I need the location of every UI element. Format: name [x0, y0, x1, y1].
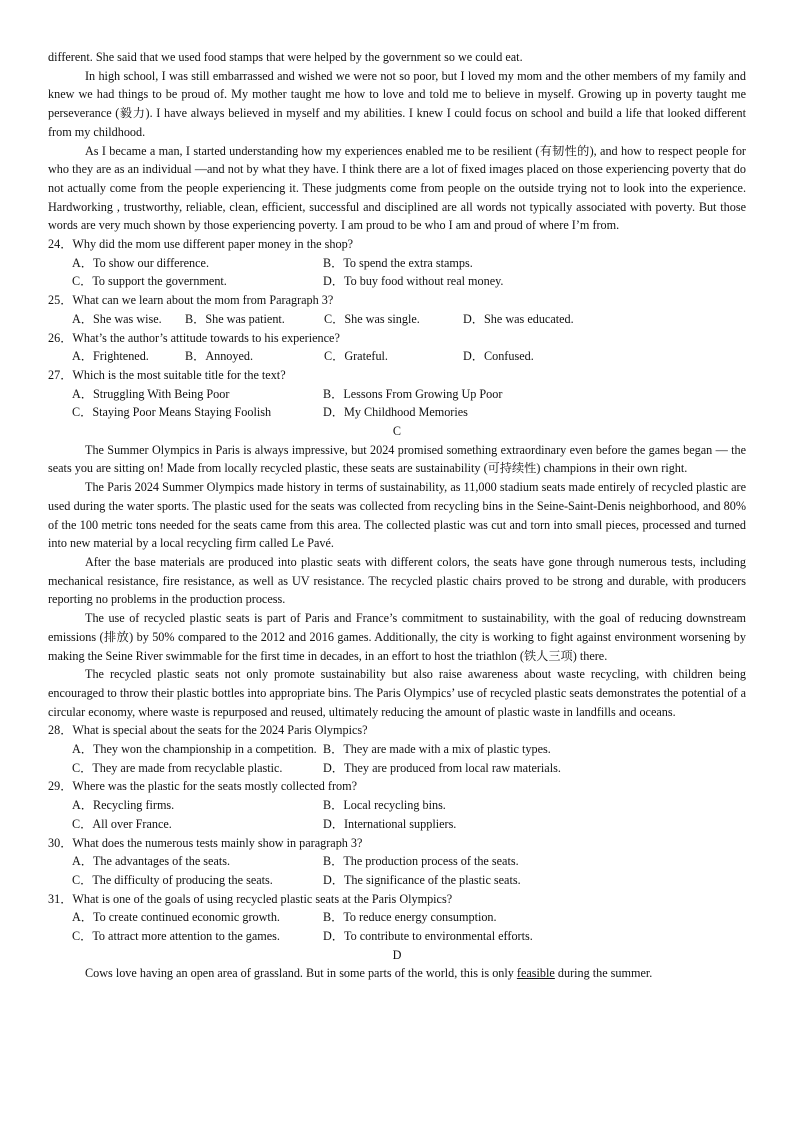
option-a[interactable]: A．Frightened. — [72, 349, 149, 364]
question-27 — [48, 366, 746, 422]
option-b[interactable]: B．Lessons From Growing Up Poor — [323, 386, 503, 401]
option-c[interactable]: C．All over France. — [72, 816, 172, 831]
question-stem: 25．What can we learn about the mom from Paragraph 3? — [48, 293, 334, 308]
question-24 — [48, 235, 746, 291]
option-b[interactable]: B．They are made with a mix of plastic types. — [323, 742, 551, 757]
section-heading-d: D — [392, 947, 402, 962]
question-31 — [48, 890, 746, 946]
passage-c-paragraph-3: After the base materials are produced into plastic seats with different colors, the seats have gone through numerous tests, including mechanical resistance, fire resistance, as well as UV resistance. The recycled plastic chairs proved to be strong and durable, with producers reporting no problems in the production process. — [48, 554, 746, 607]
option-a[interactable]: A．They won the championship in a competition. — [72, 742, 317, 757]
question-stem: 31．What is one of the goals of using recycled plastic seats at the Paris Olympics? — [48, 891, 453, 906]
option-d[interactable]: D．Confused. — [463, 349, 534, 364]
option-c[interactable]: C．Grateful. — [324, 349, 388, 364]
passage-d-paragraph-1 — [48, 964, 746, 983]
passage-d-text-end: during the summer. — [554, 966, 653, 981]
option-c[interactable]: C．The difficulty of producing the seats. — [72, 872, 273, 887]
option-c[interactable]: C．Staying Poor Means Staying Foolish — [72, 405, 272, 420]
option-b[interactable]: B．To spend the extra stamps. — [323, 255, 473, 270]
option-c[interactable]: C．She was single. — [324, 311, 420, 326]
question-29 — [48, 777, 746, 833]
question-28 — [48, 721, 746, 777]
passage-c-paragraph-2: The Paris 2024 Summer Olympics made history in terms of sustainability, as 11,000 stadium seats made entirely of recycled plastic are used during the water sports. The plastic used for the seats was collected from recycling bins in the Seine-Saint-Denis neighborhood, and 80% of the 100 metric tons needed for the seats came from this area. The collected plastic was cut and torn into small pieces, processed and turned into new material by a local recycling firm called Le Pavé. — [48, 480, 746, 551]
option-a[interactable]: A．Recycling firms. — [72, 798, 175, 813]
question-stem: 28．What is special about the seats for the 2024 Paris Olympics? — [48, 723, 368, 738]
option-d[interactable]: D．To contribute to environmental efforts. — [323, 929, 533, 944]
passage-b-paragraph-3: In high school, I was still embarrassed and wished we were not so poor, but I loved my mom and the other members of my family and knew we had things to be proud of. My mother taught me how to love and told me to believe in myself. Growing up in poverty taught me perseverance (毅力). I have always believed in myself and my abilities. I knew I could focus on school and build a life that looked different from my childhood. — [48, 68, 746, 139]
question-25 — [48, 291, 746, 328]
option-a[interactable]: A．Struggling With Being Poor — [72, 386, 230, 401]
question-stem: 27．Which is the most suitable title for the text? — [48, 367, 286, 382]
option-b[interactable]: B．The production process of the seats. — [323, 854, 519, 869]
option-a[interactable]: A．She was wise. — [72, 311, 162, 326]
option-d[interactable]: D．International suppliers. — [323, 816, 457, 831]
option-d[interactable]: D．My Childhood Memories — [323, 405, 468, 420]
option-a[interactable]: A．To create continued economic growth. — [72, 910, 280, 925]
section-heading-c: C — [392, 424, 402, 439]
option-a[interactable]: A．To show our difference. — [72, 255, 210, 270]
option-c[interactable]: C．To support the government. — [72, 274, 227, 289]
option-c[interactable]: C．To attract more attention to the games. — [72, 929, 280, 944]
option-d[interactable]: D．The significance of the plastic seats. — [323, 872, 521, 887]
question-stem: 30．What does the numerous tests mainly show in paragraph 3? — [48, 835, 363, 850]
option-d[interactable]: D．They are produced from local raw materials. — [323, 760, 561, 775]
option-b[interactable]: B．Local recycling bins. — [323, 798, 446, 813]
question-stem: 26．What’s the author’s attitude towards to his experience? — [48, 330, 340, 345]
question-30 — [48, 834, 746, 890]
option-b[interactable]: B．Annoyed. — [185, 349, 254, 364]
option-d[interactable]: D．She was educated. — [463, 311, 574, 326]
option-c[interactable]: C．They are made from recyclable plastic. — [72, 760, 283, 775]
exam-page — [48, 48, 746, 983]
option-b[interactable]: B．She was patient. — [185, 311, 285, 326]
underlined-word-feasible: feasible — [516, 966, 555, 981]
passage-c-paragraph-1: The Summer Olympics in Paris is always impressive, but 2024 promised something extraordinary even before the games began — the seats you are sitting on! Made from locally recycled plastic, these seats are sustainability (可持续性) champions in their own right. — [48, 442, 746, 476]
passage-b-paragraph-2-tail: different. She said that we used food stamps that were helped by the government so we could eat. — [48, 50, 523, 64]
option-b[interactable]: B．To reduce energy consumption. — [323, 910, 497, 925]
question-stem: 24．Why did the mom use different paper money in the shop? — [48, 237, 354, 252]
passage-c-paragraph-4: The use of recycled plastic seats is part of Paris and France’s commitment to sustainability, with the goal of reducing downstream emissions (排放) by 50% compared to the 2012 and 2016 games. Additionally, the city is working to fight against environment worsening by making the Seine River swimmable for the first time in decades, in an effort to host the triathlon (铁人三项) there. — [48, 611, 746, 663]
passage-d-text-start: Cows love having an open area of grassland. But in some parts of the world, this is only — [85, 966, 517, 981]
option-a[interactable]: A．The advantages of the seats. — [72, 854, 231, 869]
passage-b-paragraph-4: As I became a man, I started understanding how my experiences enabled me to be resilient (有韧性的), and how to respect people for who they are as an individual —and not by what they have. I think there are a lot of fixed images placed on those experiencing poverty that do not actually come from the people experiencing it. These judgments come from people on the outside trying not to look into the experience. Hardworking , trustworthy, reliable, clean, efficient, successful and disciplined are all words not typically associated with poverty. But those words are very much shown by those experiencing poverty. I am proud to be who I am and proud of where I’m from. — [48, 143, 746, 233]
question-stem: 29．Where was the plastic for the seats mostly collected from? — [48, 779, 357, 794]
option-d[interactable]: D．To buy food without real money. — [323, 274, 504, 289]
question-26 — [48, 329, 746, 366]
passage-c-paragraph-5: The recycled plastic seats not only promote sustainability but also raise awareness about waste recycling, with children being encouraged to throw their plastic bottles into appropriate bins. The Paris Olympics’ use of recycled plastic seats demonstrates the potential of a circular economy, where waste is repurposed and reused, ultimately reducing the amount of plastic waste in landfills and oceans. — [48, 667, 746, 719]
